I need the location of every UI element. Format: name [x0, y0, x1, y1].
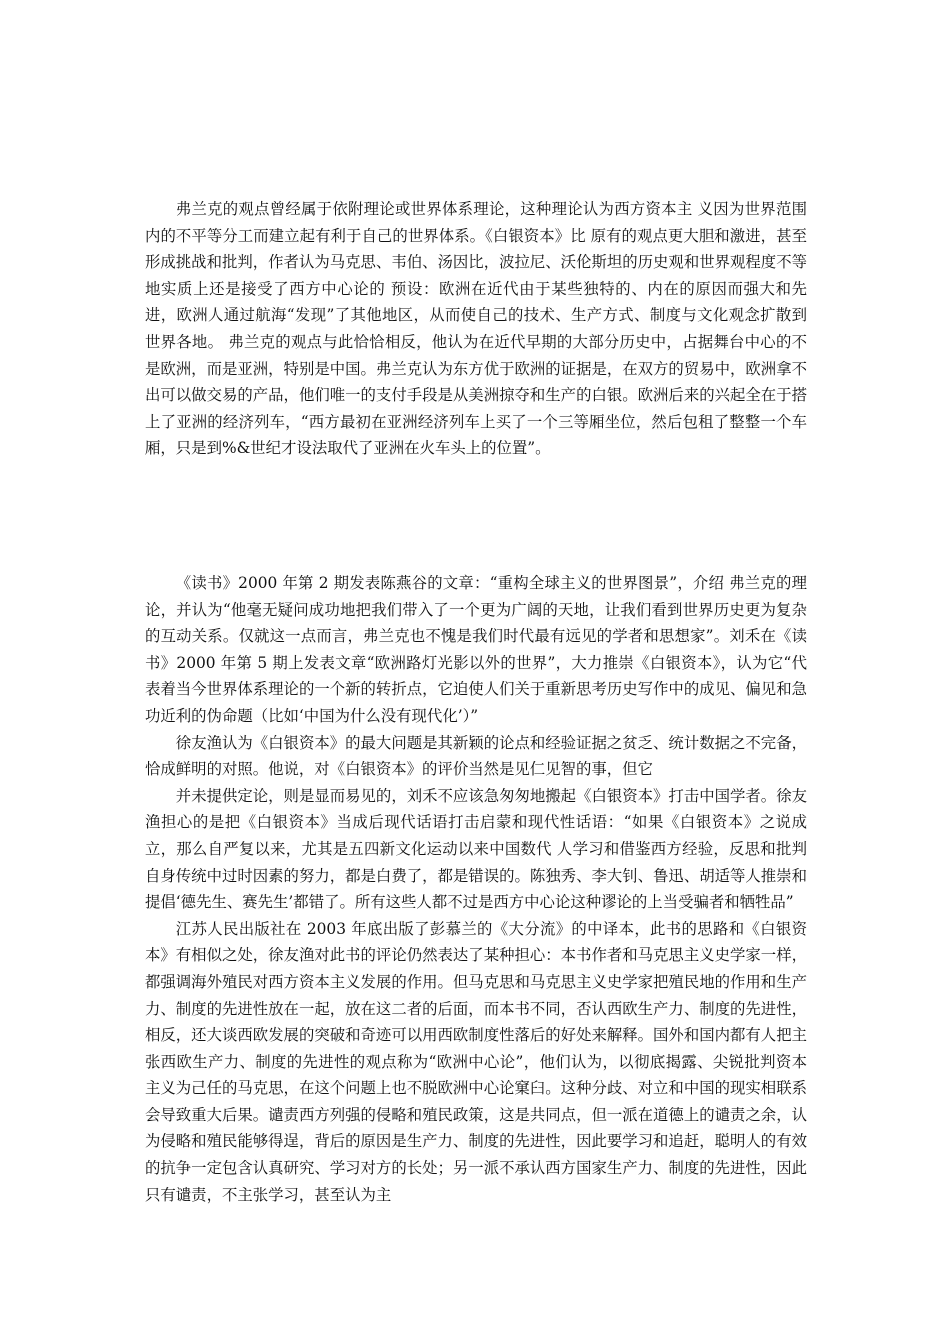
- paragraph: 江苏人民出版社在 2003 年底出版了彭慕兰的《大分流》的中译本，此书的思路和《白银资本》有相似之处，徐友渔对此书的评论仍然表达了某种担心：本书作者和马克思主义史学家一样，都强调海外殖民对西方资本主义发展的作用。但马克思和马克思主义史学家把殖民地的作用和生产力、制度的先进性放在一起，放在这二者的后面，而本书不同，否认西欧生产力、制度的先进性，相反，还大谈西欧发展的突破和奇迹可以用西欧制度性落后的好处来解释。国外和国内都有人把主张西欧生产力、制度的先进性的观点称为“欧洲中心论”，他们认为，以彻底揭露、尖锐批判资本主义为己任的马克思，在这个问题上也不脱欧洲中心论窠臼。这种分歧、对立和中国的现实相联系会导致重大后果。谴责西方列强的侵略和殖民政策，这是共同点，但一派在道德上的谴责之余，认为侵略和殖民能够得逞，背后的原因是生产力、制度的先进性，因此要学习和追赶，聪明人的有效的抗争一定包含认真研究、学习对方的长处；另一派不承认西方国家生产力、制度的先进性，因此只有谴责，不主张学习，甚至认为主: [145, 919, 807, 1204]
- paragraph: 并未提供定论，则是显而易见的，刘禾不应该急匆匆地搬起《白银资本》打击中国学者。徐友渔担心的是把《白银资本》当成后现代话语打击启蒙和现代性话语：“如果《白银资本》之说成立，那么自严复以来，尤其是五四新文化运动以来中国数代 人学习和借鉴西方经验，反思和批判自身传统中过时因素的努力，都是白费了，都是错误的。陈独秀、李大钊、鲁迅、胡适等人推崇和提倡‘德先生、赛先生’都错了。所有这些人都不过是西方中心论这种谬论的上当受骗者和牺牲品”: [145, 786, 807, 912]
- text-section-1: [145, 196, 807, 462]
- paragraph: 徐友渔认为《白银资本》的最大问题是其新颖的论点和经验证据之贫乏、统计数据之不完备，恰成鲜明的对照。他说，对《白银资本》的评价当然是见仁见智的事，但它: [145, 733, 807, 779]
- paragraph: 弗兰克的观点曾经属于依附理论或世界体系理论，这种理论认为西方资本主 义因为世界范围内的不平等分工而建立起有利于自己的世界体系。《白银资本》比 原有的观点更大胆和激进，甚至形成挑战和批判，作者认为马克思、韦伯、汤因比，波拉尼、沃伦斯坦的历史观和世界观程度不等地实质上还是接受了西方中心论的 预设：欧洲在近代由于某些独特的、内在的原因而强大和先进，欧洲人通过航海“发现”了其他地区，从而使自己的技术、生产方式、制度与文化观念扩散到世界各地。 弗兰克的观点与此恰恰相反，他认为在近代早期的大部分历史中，占据舞台中心的不是欧洲，而是亚洲，特别是中国。弗兰克认为东方优于欧洲的证据是，在双方的贸易中，欧洲拿不出可以做交易的产品，他们唯一的支付手段是从美洲掠夺和生产的白银。欧洲后来的兴起全在于搭上了亚洲的经济列车，“西方最初在亚洲经济列车上买了一个三等厢坐位，然后包租了整整一个车厢，只是到%&世纪才设法取代了亚洲在火车头上的位置”。: [145, 200, 807, 458]
- text-section-2: [145, 570, 807, 1208]
- paragraph: 《读书》2000 年第 2 期发表陈燕谷的文章：“重构全球主义的世界图景”，介绍 弗兰克的理论，并认为“他毫无疑问成功地把我们带入了一个更为广阔的天地，让我们看到世界历史更为复杂的互动关系。仅就这一点而言，弗兰克也不愧是我们时代最有远见的学者和思想家”。刘禾在《读书》2000 年第 5 期上发表文章“欧洲路灯光影以外的世界”，大力推崇《白银资本》，认为它“代表着当今世界体系理论的一个新的转折点，它迫使人们关于重新思考历史写作中的成见、偏见和急功近利的伪命题（比如‘中国为什么没有现代化’）”: [145, 574, 807, 725]
